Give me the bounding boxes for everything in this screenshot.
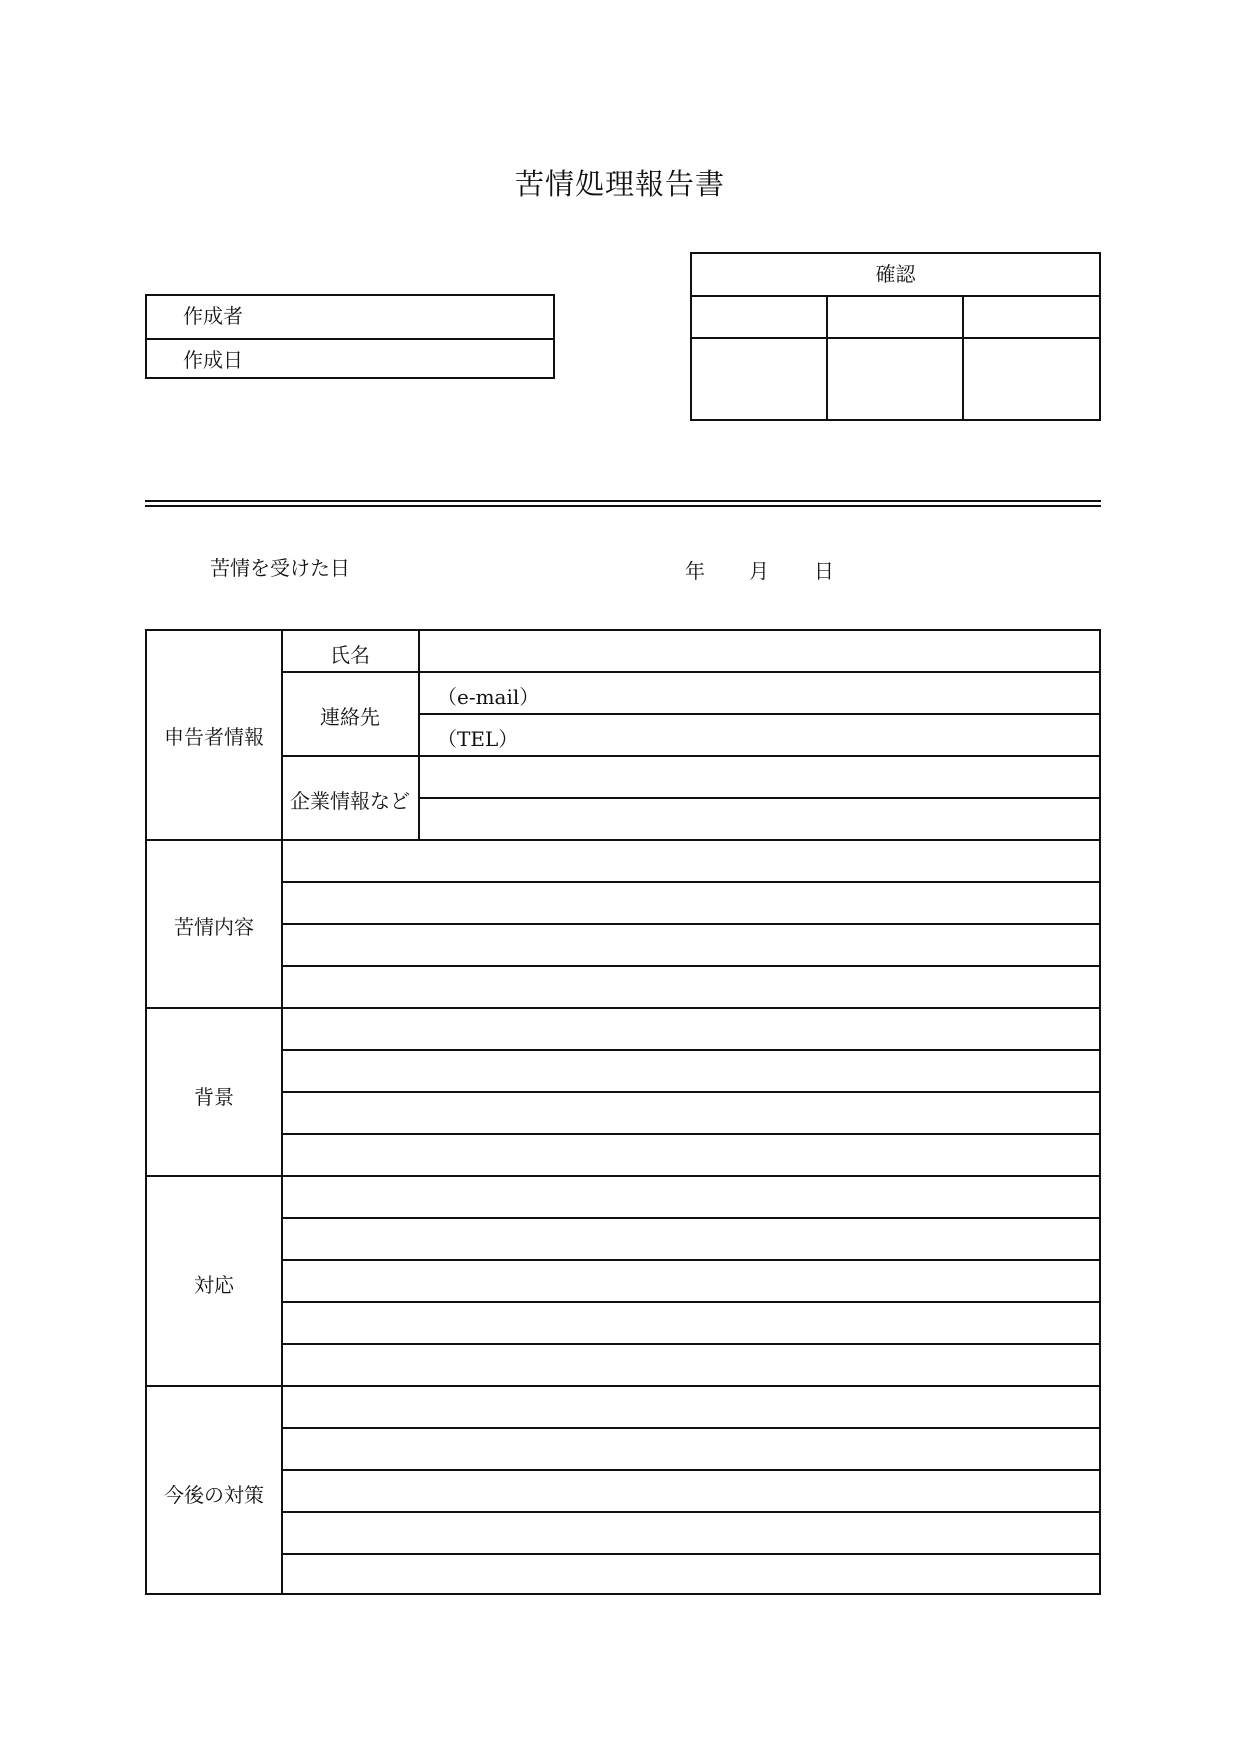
column-divider	[418, 631, 420, 841]
year-label: 年	[685, 559, 705, 583]
reporter-info-label: 申告者情報	[164, 725, 264, 749]
divider-line	[145, 505, 1101, 507]
column-divider	[281, 631, 283, 1593]
tel-label: （TEL）	[437, 727, 519, 751]
day-label: 日	[814, 559, 834, 583]
company-info-label: 企業情報など	[290, 789, 410, 813]
divider-line	[145, 500, 1101, 502]
stamp-cell-3[interactable]	[964, 295, 1099, 419]
confirmation-box	[690, 252, 1101, 421]
contact-label: 連絡先	[320, 705, 380, 729]
document-title: 苦情処理報告書	[514, 167, 725, 201]
background-label: 背景	[194, 1085, 234, 1109]
confirmation-label: 確認	[692, 254, 1099, 297]
stamp-cell-2[interactable]	[828, 295, 964, 419]
stamp-cell-1[interactable]	[692, 295, 828, 419]
email-label: （e-mail）	[437, 685, 540, 709]
response-label: 対応	[194, 1273, 234, 1297]
author-date-box	[145, 294, 555, 379]
author-label: 作成者	[183, 304, 243, 328]
report-table	[145, 629, 1101, 1595]
complaint-content-label: 苦情内容	[174, 915, 254, 939]
month-label: 月	[749, 559, 769, 583]
created-date-field[interactable]	[147, 338, 553, 380]
created-date-label: 作成日	[183, 348, 243, 372]
name-label: 氏名	[330, 643, 370, 667]
author-field[interactable]	[147, 296, 553, 338]
future-measures-label: 今後の対策	[164, 1483, 264, 1507]
received-date-label: 苦情を受けた日	[210, 556, 350, 580]
